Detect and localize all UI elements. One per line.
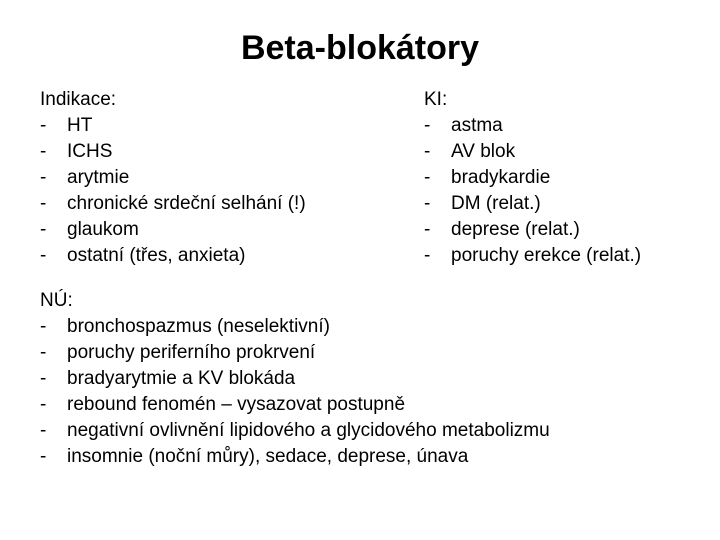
bullet-dash: - <box>40 342 47 363</box>
list-item-text: deprese (relat.) <box>451 219 580 240</box>
list-item <box>40 392 550 418</box>
bullet-dash: - <box>40 394 47 415</box>
list-item-text: HT <box>67 115 93 136</box>
bullet-dash: - <box>40 115 47 136</box>
list-item-text: bradyarytmie a KV blokáda <box>67 368 296 389</box>
list-item-text: poruchy erekce (relat.) <box>451 245 642 266</box>
nu-heading: NÚ: <box>40 290 73 311</box>
list-item <box>424 139 641 165</box>
list-item-text: AV blok <box>451 141 516 162</box>
list-item-text: rebound fenomén – vysazovat postupně <box>67 394 406 415</box>
indikace-list <box>40 113 306 269</box>
nu-list <box>40 314 550 470</box>
list-item <box>40 165 306 191</box>
list-item-text: poruchy periferního prokrvení <box>67 342 316 363</box>
indikace-section <box>40 87 306 269</box>
ki-list <box>424 113 641 269</box>
bullet-dash: - <box>424 245 431 266</box>
list-item <box>40 191 306 217</box>
bullet-dash: - <box>40 316 47 337</box>
bullet-dash: - <box>40 167 47 188</box>
bullet-dash: - <box>424 167 431 188</box>
list-item <box>40 314 550 340</box>
list-item-text: ICHS <box>67 141 113 162</box>
bullet-dash: - <box>424 141 431 162</box>
list-item-text: DM (relat.) <box>451 193 541 214</box>
list-item <box>40 243 306 269</box>
bullet-dash: - <box>40 141 47 162</box>
list-item <box>40 444 550 470</box>
list-item-text: negativní ovlivnění lipidového a glycidového metabolizmu <box>67 420 550 441</box>
bullet-dash: - <box>40 245 47 266</box>
list-item-text: bradykardie <box>451 167 551 188</box>
list-item <box>40 139 306 165</box>
list-item <box>40 113 306 139</box>
list-item <box>40 217 306 243</box>
bullet-dash: - <box>424 219 431 240</box>
ki-heading: KI: <box>424 89 448 110</box>
list-item-text: glaukom <box>67 219 139 240</box>
list-item-text: arytmie <box>67 167 130 188</box>
bullet-dash: - <box>40 368 47 389</box>
list-item <box>424 191 641 217</box>
list-item <box>40 366 550 392</box>
list-item-text: insomnie (noční můry), sedace, deprese, únava <box>67 446 469 467</box>
list-item-text: bronchospazmus (neselektivní) <box>67 316 330 337</box>
bullet-dash: - <box>40 446 47 467</box>
bullet-dash: - <box>40 193 47 214</box>
indikace-heading: Indikace: <box>40 89 117 110</box>
list-item <box>40 418 550 444</box>
bullet-dash: - <box>424 115 431 136</box>
bullet-dash: - <box>40 219 47 240</box>
list-item <box>40 340 550 366</box>
list-item <box>424 113 641 139</box>
list-item-text: ostatní (třes, anxieta) <box>67 245 246 266</box>
slide-title: Beta-blokátory <box>240 29 480 67</box>
bullet-dash: - <box>40 420 47 441</box>
ki-section <box>424 87 641 269</box>
bullet-dash: - <box>424 193 431 214</box>
list-item <box>424 217 641 243</box>
list-item-text: chronické srdeční selhání (!) <box>67 193 306 214</box>
list-item <box>424 165 641 191</box>
nu-section <box>40 288 550 470</box>
list-item-text: astma <box>451 115 503 136</box>
list-item <box>424 243 641 269</box>
